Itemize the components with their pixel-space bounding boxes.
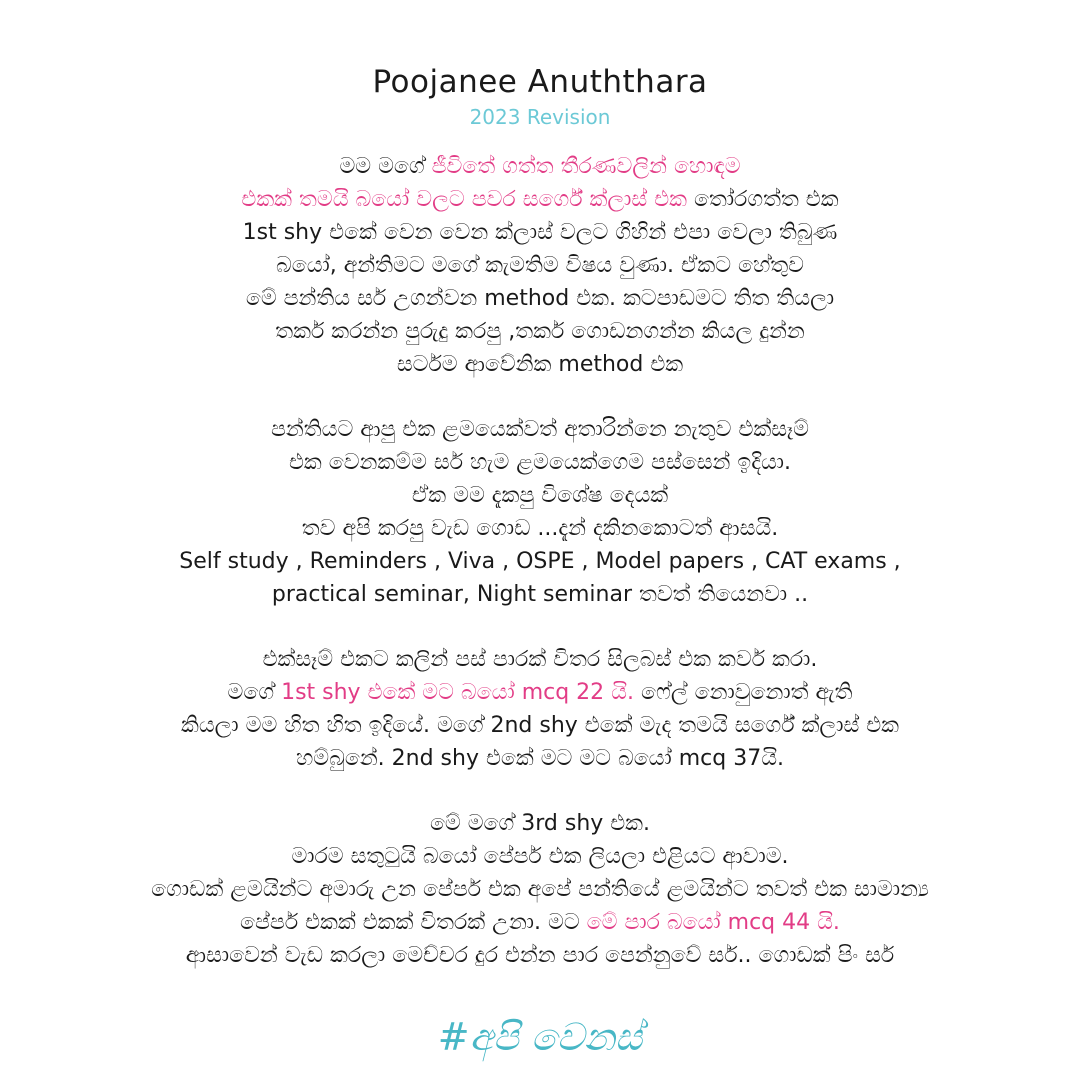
text-segment: 1st shy එකේ වෙන වෙන ක්ලාස් වලට ගිහින් එපා වෙලා තිබුණ — [242, 220, 838, 245]
text-line — [40, 939, 1040, 972]
text-segment: මේ පන්තිය සර් උගන්වන method එක. කටපාඩමට තිත තියලා — [245, 286, 835, 311]
text-segment: තර්ක කරන්න පුරුදු කරපු ,තර්ක ගොඩනගන්න කියල දුන්න — [275, 319, 805, 344]
text-segment: පේපර් එකක් එකක් විතරක් උනා. මට — [240, 910, 587, 935]
text-segment: බයෝ, අන්තිමට මගේ කැමතිම විෂය වුණා. ඒකට හේතුව — [275, 253, 805, 278]
text-line — [40, 742, 1040, 775]
text-segment: Self study , Reminders , Viva , OSPE , Model papers , CAT exams , — [179, 549, 901, 574]
testimonial-paragraph — [40, 150, 1040, 381]
revision-subtitle: 2023 Revision — [469, 105, 611, 129]
text-line — [40, 479, 1040, 512]
text-line — [40, 512, 1040, 545]
text-segment: මාරම සතුටුයි බයෝ පේපර් එක ලියලා එළියට ආවාම. — [291, 844, 789, 869]
text-segment: පන්තියට ආපු එක ළමයෙක්වත් අතාරින්නෙ නැතුව එක්සෑම් — [271, 417, 809, 442]
text-segment: ගොඩක් ළමයින්ට අමාරු උන පේපර් එක අපේ පන්තියේ ළමයින්ට තවත් එක සාමාන්‍ය — [151, 877, 929, 902]
text-line — [40, 709, 1040, 742]
text-segment: මගේ — [227, 680, 282, 705]
text-segment: එක්සෑම් එකට කලින් පස් පාරක් විතර සිලබස් එක කවර් කරා. — [262, 647, 818, 672]
text-segment: හම්බුනේ. 2nd shy එකේ මට මට බයෝ mcq 37යි. — [295, 746, 785, 771]
text-segment: මේ මගේ 3rd shy එක. — [429, 811, 651, 836]
text-line — [40, 643, 1040, 676]
text-segment: එක වෙනකම්ම සර් හැම ළමයෙක්ගෙම පස්සෙන් ඉදියා. — [288, 450, 792, 475]
text-segment: ආසාවෙන් වැඩ කරලා මෙච්චර දුර එන්න පාර පෙන්නුවේ සර්.. ගොඩක් පිං සර් — [185, 943, 895, 968]
text-segment: practical seminar, Night seminar තවත් තියෙනවා .. — [271, 582, 809, 607]
text-line — [40, 249, 1040, 282]
highlighted-text: මේ පාර බයෝ mcq 44 යි. — [586, 910, 840, 935]
text-line — [40, 906, 1040, 939]
testimonial-paragraph — [40, 413, 1040, 611]
text-line — [40, 840, 1040, 873]
header — [0, 62, 1080, 130]
text-segment: කියලා මම හිත හිත ඉදියේ. මගේ 2nd shy එකේ මැද තමයි සර්ගේ ක්ලාස් එක — [180, 713, 900, 738]
testimonial-paragraph — [40, 643, 1040, 775]
text-line — [40, 315, 1040, 348]
text-line — [40, 282, 1040, 315]
testimonial-paragraph — [40, 807, 1040, 972]
highlighted-text: ජීවිතේ ගත්ත තීරණවලින් හොඳම — [431, 154, 741, 179]
text-line — [40, 446, 1040, 479]
highlighted-text: එකක් තමයි බයෝ වලට පවර සර්ගේ ක්ලාස් එක — [241, 187, 687, 212]
text-line — [40, 545, 1040, 578]
text-line — [40, 873, 1040, 906]
text-segment: සර්ටම ආවේනික method එක — [396, 352, 684, 377]
text-segment: තව අපි කරපු වැඩ ගොඩ ...දැන් දකිනකොටත් ආසයි. — [301, 516, 779, 541]
text-segment: තෝරගත්ත එක — [686, 187, 839, 212]
text-line — [40, 413, 1040, 446]
text-line — [40, 578, 1040, 611]
text-segment: ෆේල් නොවුනොත් ඇති — [633, 680, 853, 705]
text-segment: ඒක මම දැකපු විශේෂ දෙයක් — [411, 483, 669, 508]
text-line — [40, 216, 1040, 249]
text-line — [40, 807, 1040, 840]
text-segment: මම මගේ — [339, 154, 432, 179]
hashtag-signature: #අපි වෙනස් — [437, 1015, 643, 1059]
student-name: Poojanee Anuththara — [372, 64, 708, 100]
text-line — [40, 676, 1040, 709]
text-line — [40, 150, 1040, 183]
text-line — [40, 183, 1040, 216]
text-line — [40, 348, 1040, 381]
testimonial-body — [40, 150, 1040, 1004]
highlighted-text: 1st shy එකේ මට බයෝ mcq 22 යි. — [281, 680, 634, 705]
